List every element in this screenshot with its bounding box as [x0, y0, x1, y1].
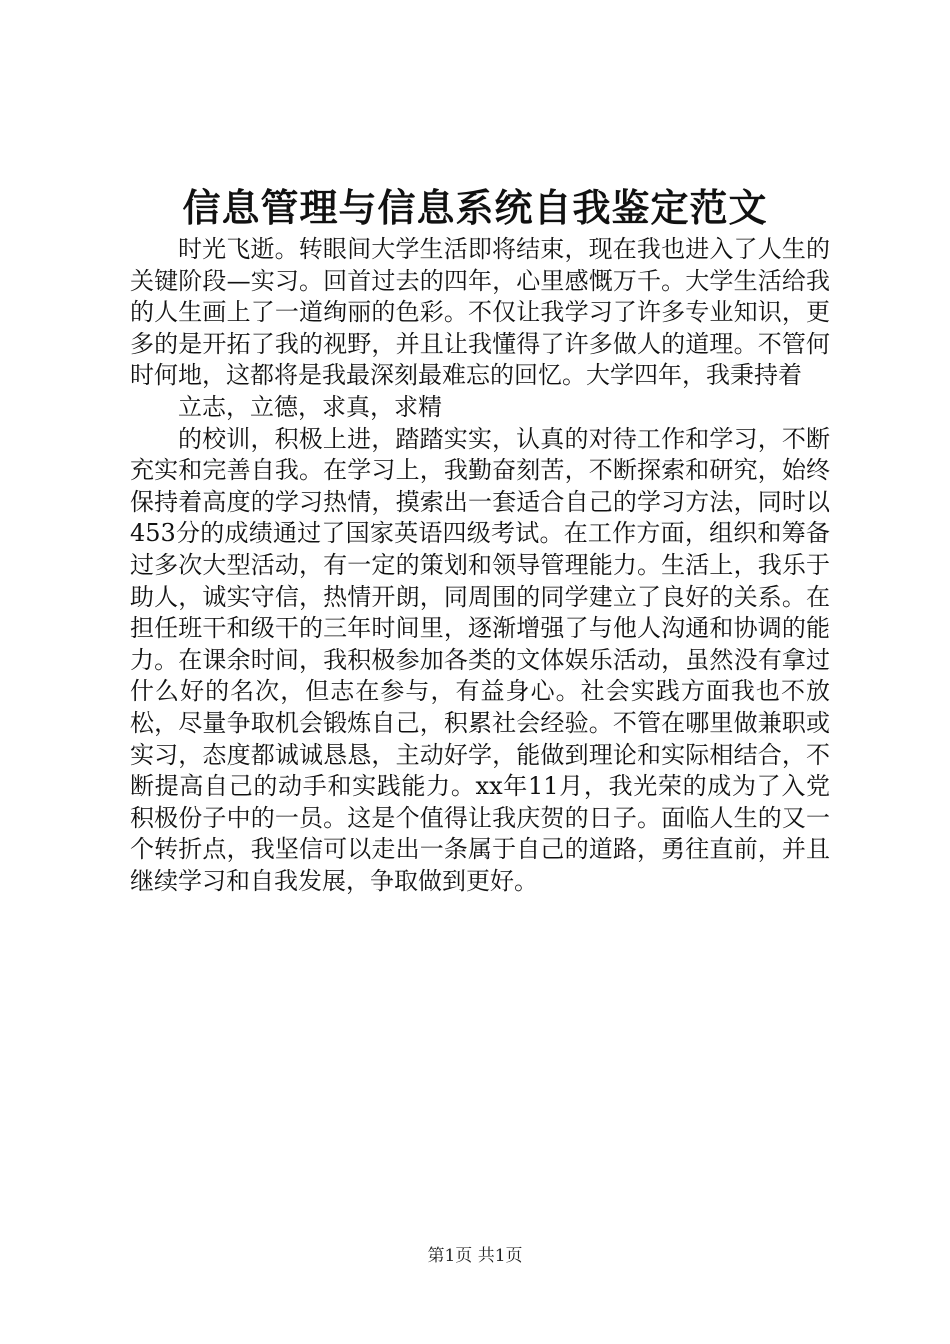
- paragraph-intro: 时光飞逝。转眼间大学生活即将结束，现在我也进入了人生的关键阶段—实习。回首过去的四年，心里感慨万千。大学生活给我的人生画上了一道绚丽的色彩。不仅让我学习了许多专业知识，更多的是开拓了我的视野，并且让我懂得了许多做人的道理。不管何时何地，这都将是我最深刻最难忘的回忆。大学四年，我秉持着: [130, 235, 830, 390]
- paragraph-main: 的校训，积极上进，踏踏实实，认真的对待工作和学习，不断充实和完善自我。在学习上，我勤奋刻苦，不断探索和研究，始终保持着高度的学习热情，摸索出一套适合自己的学习方法，同时以453分的成绩通过了国家英语四级考试。在工作方面，组织和筹备过多次大型活动，有一定的策划和领导管理能力。生活上，我乐于助人，诚实守信，热情开朗，同周围的同学建立了良好的关系。在担任班干和级干的三年时间里，逐渐增强了与他人沟通和协调的能力。在课余时间，我积极参加各类的文体娱乐活动，虽然没有拿过什么好的名次，但志在参与，有益身心。社会实践方面我也不放松，尽量争取机会锻炼自己，积累社会经验。不管在哪里做兼职或实习，态度都诚诚恳恳，主动好学，能做到理论和实际相结合，不断提高自己的动手和实践能力。xx年11月，我光荣的成为了入党积极份子中的一员。这是个值得让我庆贺的日子。面临人生的又一个转折点，我坚信可以走出一条属于自己的道路，勇往直前，并且继续学习和自我发展，争取做到更好。: [130, 424, 830, 895]
- page-footer: 第1页 共1页: [427, 1246, 523, 1266]
- document-title: 信息管理与信息系统自我鉴定范文: [182, 185, 768, 230]
- paragraph-motto: 立志，立德，求真，求精: [178, 392, 442, 421]
- document-body: [130, 234, 830, 897]
